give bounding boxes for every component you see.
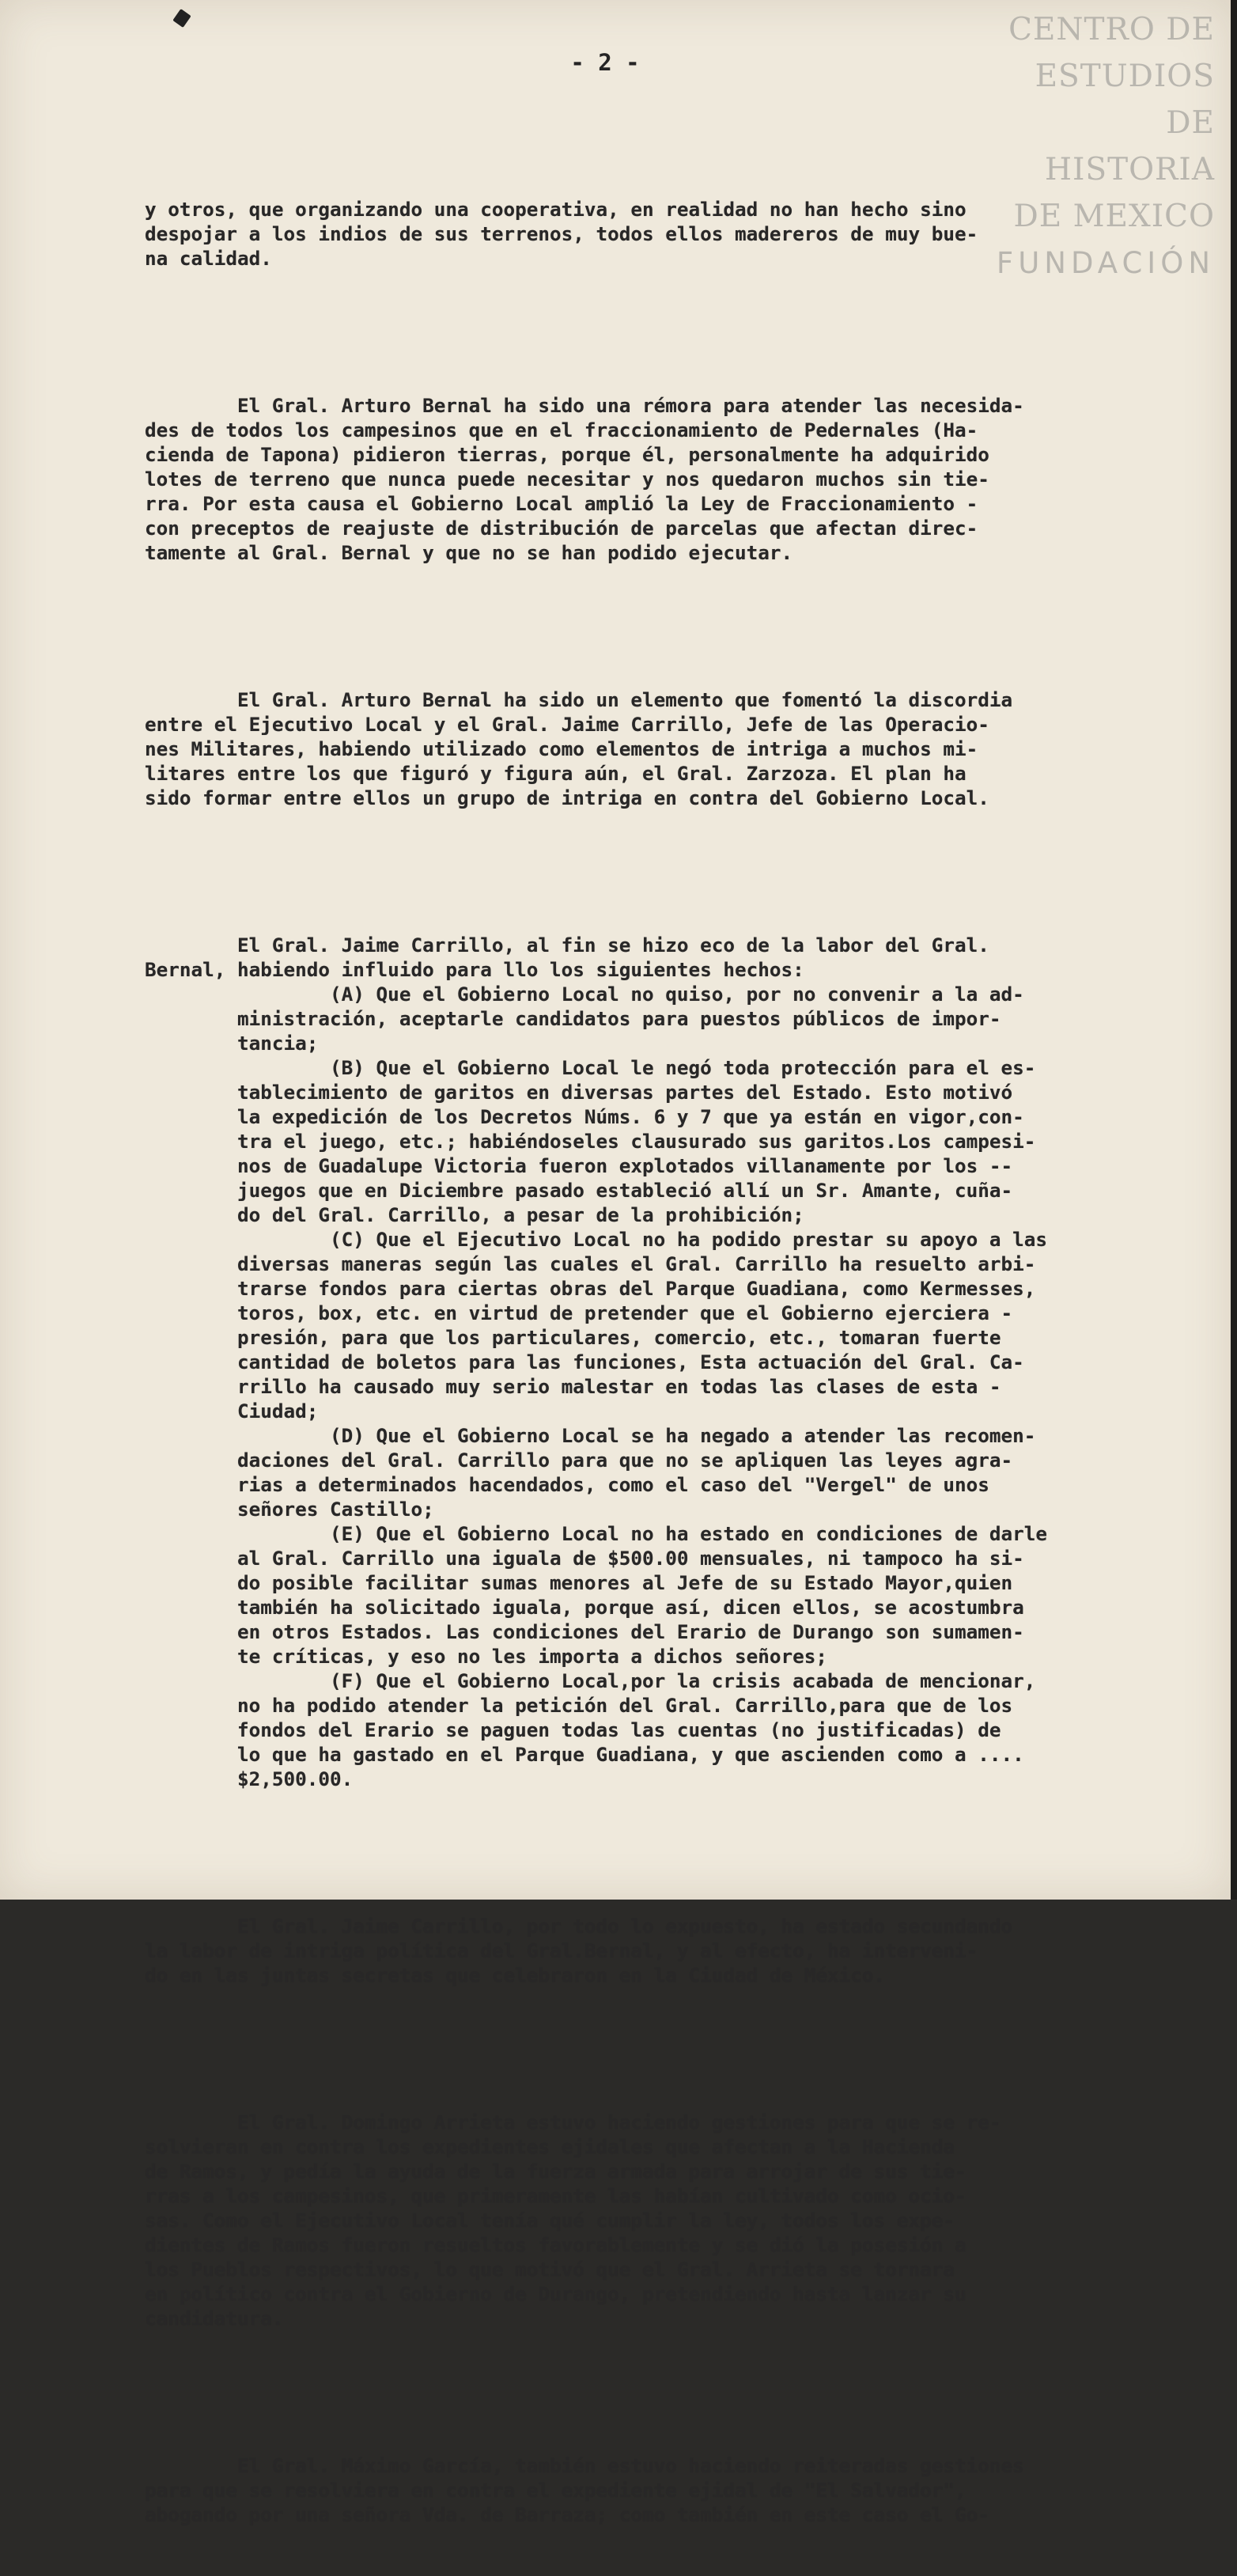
paragraph-7: El Gral. Máximo García, también estuvo haciendo reiteradas gestiones para que se resolviera en contra el expediente ejidal de "El Salvador", abogando por una señora Vda. de Barraza; como también en este caso el Go-	[145, 2454, 1024, 2526]
paragraph-2: El Gral. Arturo Bernal ha sido una rémora para atender las necesida- des de todos los campesinos que en el fraccionamiento de Pedernales (Ha- cienda de Tapona) pidieron tierras, porque él, personalmente ha adquirido lotes de terreno que nunca puede necesitar y nos quedaron muchos sin tie- rra. Por esta causa el Gobierno Local amplió la Ley de Fraccionamiento - con preceptos de reajuste de distribución de parcelas que afectan direc- tamente al Gral. Bernal y que no se han podido ejecutar.	[145, 394, 1024, 564]
paragraph-4: El Gral. Jaime Carrillo, al fin se hizo eco de la labor del Gral. Bernal, habiendo influido para llo los siguientes hechos: (A) Que el Gobierno Local no quiso, por no convenir a la ad- ministración, aceptarle candidatos para puestos públicos de impor- tancia; (B) Que el Gobierno Local le negó toda protección para el es- tablecimiento de garitos en diversas partes del Estado. Esto motivó la expedición de los Decretos Núms. 6 y 7 que ya están en vigor,con- tra el juego, etc.; habiéndoseles clausurado sus garitos.Los campesi- nos de Guadalupe Victoria fueron explotados villanamente por los -- juegos que en Diciembre pasado estableció allí un Sr. Amante, cuña- do del Gral. Carrillo, a pesar de la prohibición; (C) Que el Ejecutivo Local no ha podido prestar su apoyo a las diversas maneras según las cuales el Gral. Carrillo ha resuelto arbi- trarse fondos para ciertas obras del Parque Guadiana, como Kermesses, toros, box, etc. en virtud de pretender que el Gobierno ejerciera - presión, para que los particulares, comercio, etc., tomaran fuerte cantidad de boletos para las funciones, Esta actuación del Gral. Ca- rrillo ha causado muy serio malestar en todas las clases de esta - Ciudad; (D) Que el Gobierno Local se ha negado a atender las recomen- daciones del Gral. Carrillo para que no se apliquen las leyes agra- rias a determinados hacendados, como el caso del "Vergel" de unos señores Castillo; (E) Que el Gobierno Local no ha estado en condiciones de darle al Gral. Carrillo una iguala de $500.00 mensuales, ni tampoco ha si- do posible facilitar sumas menores al Jefe de su Estado Mayor,quien también ha solicitado iguala, porque así, dicen ellos, se acostumbra en otros Estados. Las condiciones del Erario de Durango son sumamen- te críticas, y eso no les importa a dichos señores; (F) Que el Gobierno Local,por la crisis acabada de mencionar, no ha podido atender la petición del Gral. Carrillo,para que de los fondos del Erario se paguen todas las cuentas (no justificadas) de lo que ha gastado en el Parque Guadiana, y que ascienden como a .... $2,500.00.	[145, 934, 1047, 1790]
ink-mark-icon	[172, 9, 191, 28]
paragraph-6: El Gral. Domingo Arrieta estuvo haciendo gestiones para que se re- solvieran en contra los expedientes ejidales que afectan a la Hacienda de Ramos, y pedía la ayuda de la fuerza armada para arrojar de sus tie- rras a los campesinos, que primeramente las habían cultivado como ocio- sas. Como el Ejecutivo Local tenía qué cumplir la ley, todos los expe- dientes de Ramos fueron resueltos favorablemente y se dió la posesión a los Pueblos respectivos, lo que motivó que el Gral. Arrieta se tornara en político contra el Gobierno de Durango, pretendiendo hasta lanzar su candidatura.	[145, 2111, 1001, 2330]
page-number: - 2 -	[570, 49, 640, 76]
paragraph-3: El Gral. Arturo Bernal ha sido un elemento que fomentó la discordia entre el Ejecutivo Local y el Gral. Jaime Carrillo, Jefe de las Operacio- nes Militares, habiendo utilizado como elementos de intriga a muchos mi- litares entre los que figuró y figura aún, el Gral. Zarzoza. El plan ha sido formar entre ellos un grupo de intriga en contra del Gobierno Local.	[145, 688, 1013, 809]
watermark-line-2: ESTUDIOS	[1035, 59, 1215, 94]
paragraph-5: El Gral. Jaime Carrillo, por todo lo expuesto, ha estado secundando la labor de intriga política del Gral.Bernal, y al efecto, ha interveni- do en las juntas secretas que celebraron en la Ciudad de México.	[145, 1915, 1013, 1987]
paragraph-1: y otros, que organizando una cooperativa, en realidad no han hecho sino despojar a los indios de sus terrenos, todos ellos madereros de muy bue- na calidad.	[145, 198, 978, 270]
watermark-line-4: DE MEXICO	[1013, 199, 1215, 234]
watermark-line-5: FUNDACIÓN	[996, 246, 1215, 280]
watermark-line-3: DE HISTORIA	[1044, 105, 1215, 188]
watermark-line-1: CENTRO DE	[1008, 12, 1215, 47]
scan-edge	[1231, 0, 1237, 1900]
document-body	[145, 148, 1197, 2576]
